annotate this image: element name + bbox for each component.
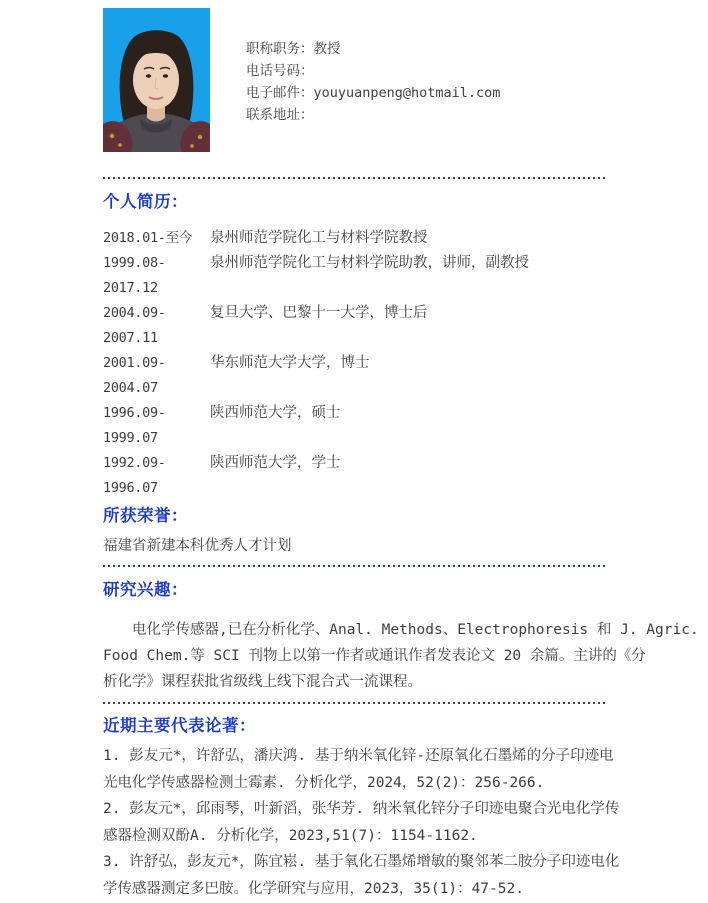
floral-dot	[118, 143, 122, 147]
resume-period: 2018.01-至今	[103, 230, 193, 246]
publication-line: 3. 许舒弘，彭友元*，陈宜崧. 基于氧化石墨烯增敏的聚邻苯二胺分子印迹电化	[103, 854, 620, 871]
resume-row	[103, 401, 618, 451]
publication-item	[103, 849, 618, 902]
contact-row-email	[246, 82, 500, 104]
research-line: 析化学》课程获批省级线上线下混合式一流课程。	[103, 674, 422, 690]
honor-item: 福建省新建本科优秀人才计划	[103, 538, 292, 554]
contact-row-phone	[246, 60, 500, 82]
section-title-research: 研究兴趣：	[103, 581, 188, 599]
contact-label: 职称职务：	[246, 41, 314, 57]
section-title-honors: 所获荣誉：	[103, 507, 188, 525]
publication-item	[103, 743, 618, 796]
resume-description: 泉州师范学院化工与材料学院助教，讲师，副教授	[210, 255, 529, 271]
contact-info	[246, 8, 500, 126]
eye-left	[146, 74, 151, 77]
contact-row-address	[246, 104, 500, 126]
resume-list	[103, 226, 618, 501]
resume-period: 2004.09-2007.11	[103, 305, 166, 346]
resume-description: 复旦大学、巴黎十一大学，博士后	[210, 305, 428, 321]
resume-row	[103, 226, 618, 251]
resume-description: 泉州师范学院化工与材料学院教授	[210, 230, 428, 246]
research-line: Food Chem.等 SCI 刊物上以第一作者或通讯作者发表论文 20 余篇。主讲的《分	[103, 648, 646, 664]
contact-label: 电话号码：	[246, 63, 314, 79]
dotted-divider	[103, 177, 608, 179]
contact-row-title	[246, 38, 500, 60]
floral-dot	[190, 144, 194, 148]
section-title-resume: 个人简历：	[103, 193, 188, 211]
resume-description: 华东师范大学大学，博士	[210, 355, 370, 371]
resume-period: 1996.09-1999.07	[103, 405, 166, 446]
resume-row	[103, 351, 618, 401]
profile-photo	[103, 8, 210, 152]
resume-row	[103, 251, 618, 301]
resume-period: 1999.08-2017.12	[103, 255, 166, 296]
eye-right	[163, 74, 168, 77]
contact-label: 电子邮件：	[246, 85, 314, 101]
contact-label: 联系地址：	[246, 107, 314, 123]
resume-row	[103, 301, 618, 351]
publication-line: 光电化学传感器检测土霉素. 分析化学，2024，52(2)：256-266.	[103, 774, 545, 791]
dotted-divider	[103, 702, 608, 704]
resume-description: 陕西师范大学，硕士	[210, 405, 341, 421]
resume-period: 1992.09-1996.07	[103, 455, 166, 496]
floral-dot	[110, 134, 114, 138]
dotted-divider	[103, 565, 608, 567]
research-paragraph	[103, 617, 699, 695]
contact-value: 教授	[313, 41, 341, 57]
publication-line: 感器检测双酚A. 分析化学，2023,51(7)：1154-1162.	[103, 827, 478, 844]
research-line: 电化学传感器,已在分析化学、Anal. Methods、Electrophoresis 和 J. Agric.	[132, 622, 699, 638]
publication-line: 学传感器测定多巴胺。化学研究与应用，2023，35(1)：47-52.	[103, 880, 524, 897]
publication-item	[103, 796, 618, 849]
publication-line: 2. 彭友元*，邱雨琴，叶新滔，张华芳. 纳米氧化锌分子印迹电聚合光电化学传	[103, 801, 620, 818]
floral-dot	[198, 135, 202, 139]
profile-header	[103, 8, 618, 152]
resume-description: 陕西师范大学，学士	[210, 455, 341, 471]
publication-line: 1. 彭友元*，许舒弘，潘庆鸿. 基于纳米氧化锌-还原氧化石墨烯的分子印迹电	[103, 748, 614, 764]
section-title-publications: 近期主要代表论著：	[103, 717, 256, 735]
contact-value-email: youyuanpeng@hotmail.com	[313, 85, 501, 101]
publications-list	[103, 743, 618, 903]
resume-period: 2001.09-2004.07	[103, 355, 166, 396]
resume-row	[103, 451, 618, 501]
